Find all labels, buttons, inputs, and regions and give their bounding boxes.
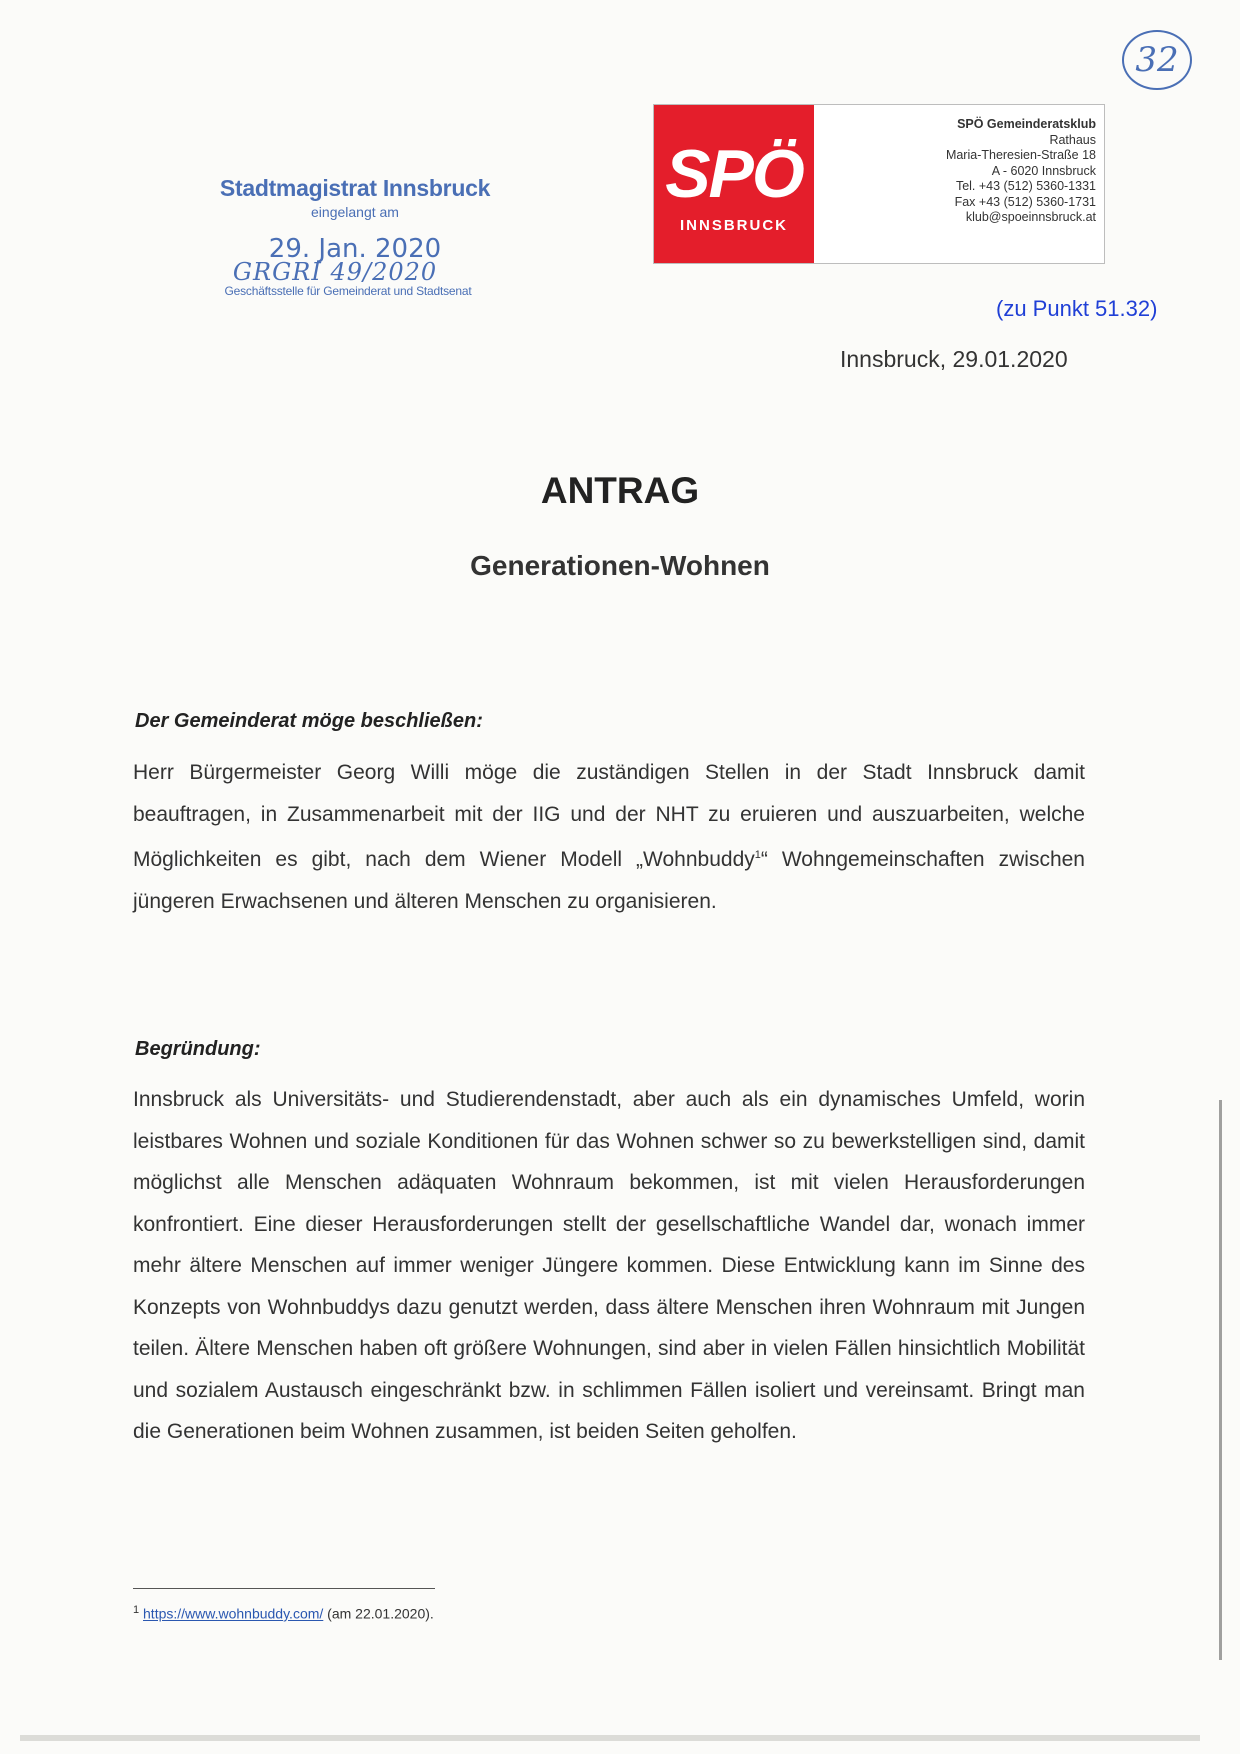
footnote-mark: 1 — [133, 1604, 140, 1616]
agenda-reference: (zu Punkt 51.32) — [996, 296, 1158, 321]
received-stamp — [195, 175, 515, 298]
footnote-link[interactable]: https://www.wohnbuddy.com/ — [143, 1605, 324, 1622]
logo-brand: SPÖ — [665, 136, 803, 212]
sender-address — [946, 117, 1096, 226]
letterhead — [653, 104, 1105, 264]
address-line: Tel. +43 (512) 5360-1331 — [955, 179, 1096, 193]
address-line: klub@spoeinnsbruck.at — [965, 210, 1096, 224]
motion-text-part2: “ Wohngemeinschaften zwischen jüngeren Erwachsenen und älteren Menschen zu organisieren. — [133, 848, 1085, 913]
motion-heading: Der Gemeinderat möge beschließen: — [135, 710, 483, 732]
stamp-department: Geschäftsstelle für Gemeinderat und Stadtsenat — [224, 284, 472, 298]
address-title: SPÖ Gemeinderatsklub — [957, 117, 1096, 131]
motion-text — [133, 752, 1085, 922]
document-subtitle: Generationen-Wohnen — [470, 550, 770, 581]
reasoning-heading: Begründung: — [135, 1038, 261, 1060]
motion-text-part1: Herr Bürgermeister Georg Willi möge die zuständigen Stellen in der Stadt Innsbruck damit beauftragen, in Zusammenarbeit mit der IIG und der NHT zu eruieren und auszuarbeiten, welche Möglichkeiten es gibt, nach dem Wiener Modell „Wohnbuddy — [133, 761, 1085, 871]
stamp-date: 29. Jan. 2020 — [268, 234, 442, 264]
address-line: A - 6020 Innsbruck — [991, 163, 1096, 178]
logo-city: INNSBRUCK — [680, 217, 788, 234]
footnote-divider — [133, 1588, 435, 1589]
stamp-handwritten-ref: GRGRI 49/2020 — [232, 258, 438, 286]
footnote — [133, 1604, 434, 1622]
reasoning-text: Innsbruck als Universitäts- und Studierendenstadt, aber auch als ein dynamisches Umfeld, worin leistbares Wohnen und soziale Konditionen für das Wohnen schwer so zu bewerkstelligen sind, damit möglichst alle Menschen adäquaten Wohnraum bekommen, ist mit vielen Herausforderungen konfrontiert. Eine dieser Herausforderungen stellt der gesellschaftliche Wandel dar, wonach immer mehr ältere Menschen auf immer weniger Jüngere kommen. Diese Entwicklung kann im Sinne des Konzepts von Wohnbuddys dazu genutzt werden, dass ältere Menschen ihren Wohnraum mit Jungen teilen. Ältere Menschen haben oft größere Wohnungen, sind aber in vielen Fällen hinsichtlich Mobilität und sozialem Austausch eingeschränkt bzw. in schlimmen Fällen isoliert und vereinsamt. Bringt man die Generationen beim Wohnen zusammen, ist beiden Seiten geholfen. — [133, 1088, 1085, 1443]
footnote-reference: 1 — [754, 849, 761, 861]
spo-logo — [654, 105, 814, 263]
page-edge-shadow — [1219, 1100, 1222, 1660]
place-date: Innsbruck, 29.01.2020 — [840, 346, 1068, 372]
document-title: ANTRAG — [540, 470, 700, 511]
footnote-suffix: (am 22.01.2020). — [323, 1605, 434, 1622]
address-line: Maria-Theresien-Straße 18 — [945, 148, 1096, 162]
circled-page-number: 32 — [1122, 30, 1192, 90]
page-bottom-edge — [20, 1735, 1200, 1741]
address-line: Fax +43 (512) 5360-1731 — [954, 194, 1096, 209]
stamp-authority: Stadtmagistrat Innsbruck — [219, 175, 491, 201]
stamp-received-label: eingelangt am — [311, 204, 399, 220]
address-line: Rathaus — [1049, 132, 1096, 147]
